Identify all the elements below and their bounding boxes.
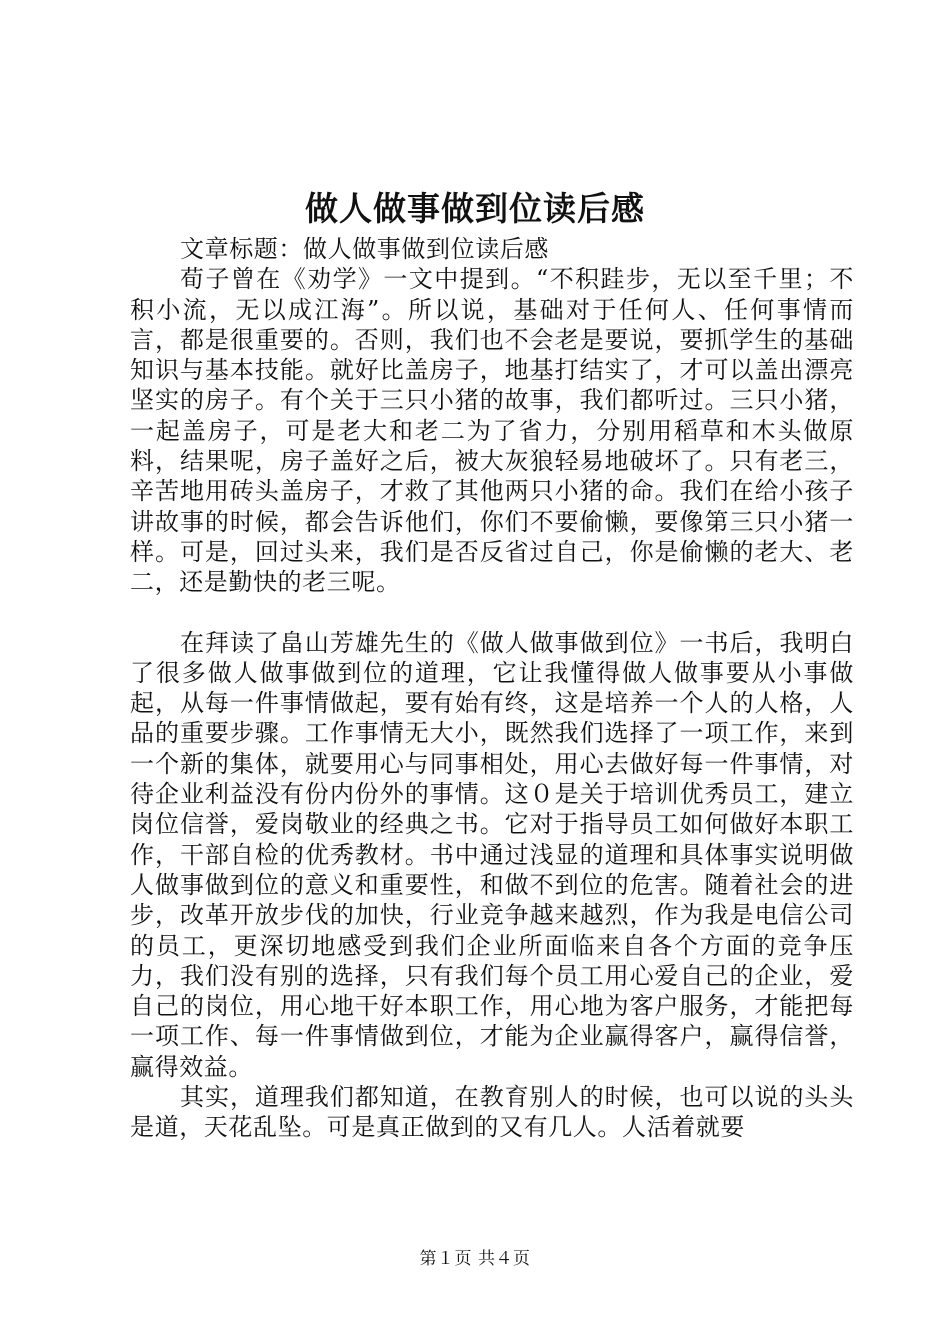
article-heading-line: 文章标题：做人做事做到位读后感 bbox=[180, 235, 549, 263]
page-footer: 第１页 共４页 bbox=[419, 1249, 531, 1269]
paragraph-3: 其实，道理我们都知道，在教育别人的时候，也可以说的头头是道，天花乱坠。可是真正做到的又有几人。人活着就要 bbox=[130, 1083, 854, 1142]
document-body bbox=[130, 234, 854, 1143]
document-title: 做人做事做到位读后感 bbox=[305, 189, 645, 228]
paragraph-2: 在拜读了畠山芳雄先生的《做人做事做到位》一书后，我明白了很多做人做事做到位的道理，它让我懂得做人做事要从小事做起，从每一件事情做起，要有始有终，这是培养一个人的人格，人品的重要步骤。工作事情无大小，既然我们选择了一项工作，来到一个新的集体，就要用心与同事相处，用心去做好每一件事情，对待企业利益没有份内份外的事情。这０是关于培训优秀员工，建立岗位信誉，爱岗敬业的经典之书。它对于指导员工如何做好本职工作，干部自检的优秀教材。书中通过浅显的道理和具体事实说明做人做事做到位的意义和重要性，和做不到位的危害。随着社会的进步，改革开放步伐的加快，行业竞争越来越烈，作为我是电信公司的员工，更深切地感受到我们企业所面临来自各个方面的竞争压力，我们没有别的选择，只有我们每个员工用心爱自己的企业，爱自己的岗位，用心地干好本职工作，用心地为客户服务，才能把每一项工作、每一件事情做到位，才能为企业赢得客户，赢得信誉，赢得效益。 bbox=[130, 628, 854, 1081]
paragraph-1: 荀子曾在《劝学》一文中提到。“不积跬步，无以至千里；不积小流，无以成江海”。所以说，基础对于任何人、任何事情而言，都是很重要的。否则，我们也不会老是要说，要抓学生的基础知识与基本技能。就好比盖房子，地基打结实了，才可以盖出漂亮坚实的房子。有个关于三只小猪的故事，我们都听过。三只小猪，一起盖房子，可是老大和老二为了省力，分别用稻草和木头做原料，结果呢，房子盖好之后，被大灰狼轻易地破坏了。只有老三，辛苦地用砖头盖房子，才救了其他两只小猪的命。我们在给小孩子讲故事的时候，都会告诉他们，你们不要偷懒，要像第三只小猪一样。可是，回过头来，我们是否反省过自己，你是偷懒的老大、老二，还是勤快的老三呢。 bbox=[130, 265, 854, 597]
